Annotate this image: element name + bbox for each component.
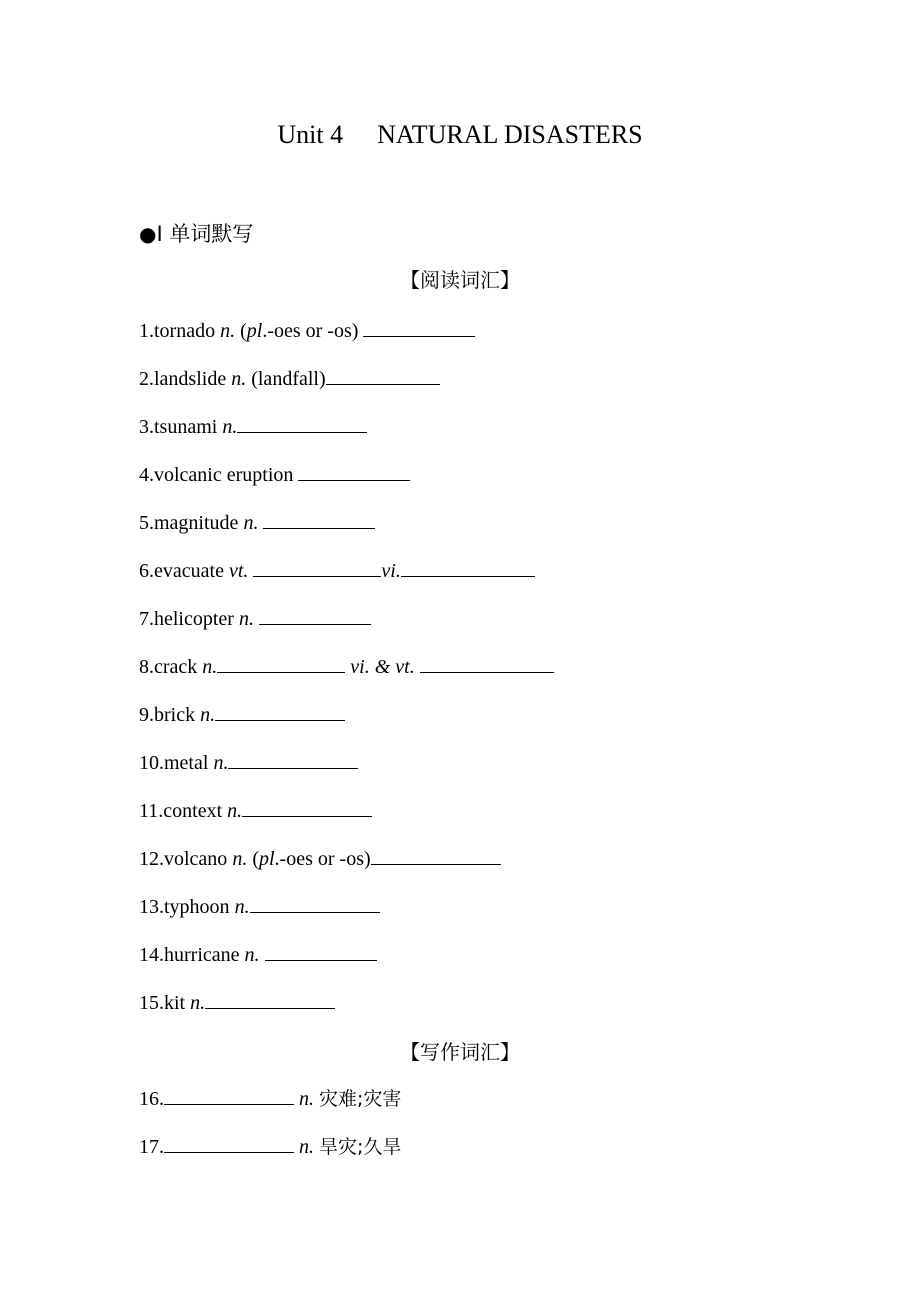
answer-blank[interactable] — [326, 366, 440, 385]
answer-blank[interactable] — [228, 750, 358, 769]
unit-topic: NATURAL DISASTERS — [377, 120, 643, 149]
answer-blank[interactable] — [164, 1086, 294, 1105]
answer-blank[interactable] — [420, 654, 554, 673]
answer-blank[interactable] — [242, 798, 372, 817]
list-item: 4.volcanic eruption — [139, 462, 410, 487]
answer-blank[interactable] — [363, 318, 475, 337]
list-item: 2.landslide n. (landfall) — [139, 366, 440, 391]
list-item: 9.brick n. — [139, 702, 345, 727]
list-item: 1.tornado n. (pl.-oes or -os) — [139, 318, 475, 343]
list-item: 12.volcano n. (pl.-oes or -os) — [139, 846, 501, 871]
answer-blank[interactable] — [401, 558, 535, 577]
list-item: 16. n. 灾难;灾害 — [139, 1088, 402, 1110]
list-item: 14.hurricane n. — [139, 942, 377, 967]
list-item: 17. n. 旱灾;久旱 — [139, 1136, 402, 1158]
unit-label: Unit 4 — [277, 120, 344, 149]
list-item: 3.tsunami n. — [139, 414, 367, 439]
section-heading — [139, 218, 253, 248]
answer-blank[interactable] — [298, 462, 410, 481]
list-item: 5.magnitude n. — [139, 510, 375, 535]
answer-blank[interactable] — [215, 702, 345, 721]
answer-blank[interactable] — [205, 990, 335, 1009]
answer-blank[interactable] — [259, 606, 371, 625]
answer-blank[interactable] — [371, 846, 501, 865]
list-item: 8.crack n. vi. & vt. — [139, 654, 554, 679]
reading-vocab-header: 【阅读词汇】 — [400, 268, 520, 292]
list-item: 6.evacuate vt. vi. — [139, 558, 535, 583]
section-label: I 单词默写 — [156, 222, 254, 246]
answer-blank[interactable] — [164, 1134, 294, 1153]
writing-vocab-header: 【写作词汇】 — [400, 1040, 520, 1064]
answer-blank[interactable] — [217, 654, 345, 673]
page-title — [0, 120, 920, 150]
bullet-icon: ● — [139, 222, 157, 246]
answer-blank[interactable] — [265, 942, 377, 961]
answer-blank[interactable] — [263, 510, 375, 529]
list-item: 13.typhoon n. — [139, 894, 380, 919]
answer-blank[interactable] — [250, 894, 380, 913]
list-item: 15.kit n. — [139, 990, 335, 1015]
answer-blank[interactable] — [253, 558, 381, 577]
list-item: 7.helicopter n. — [139, 606, 371, 631]
list-item: 10.metal n. — [139, 750, 358, 775]
list-item: 11.context n. — [139, 798, 372, 823]
answer-blank[interactable] — [237, 414, 367, 433]
